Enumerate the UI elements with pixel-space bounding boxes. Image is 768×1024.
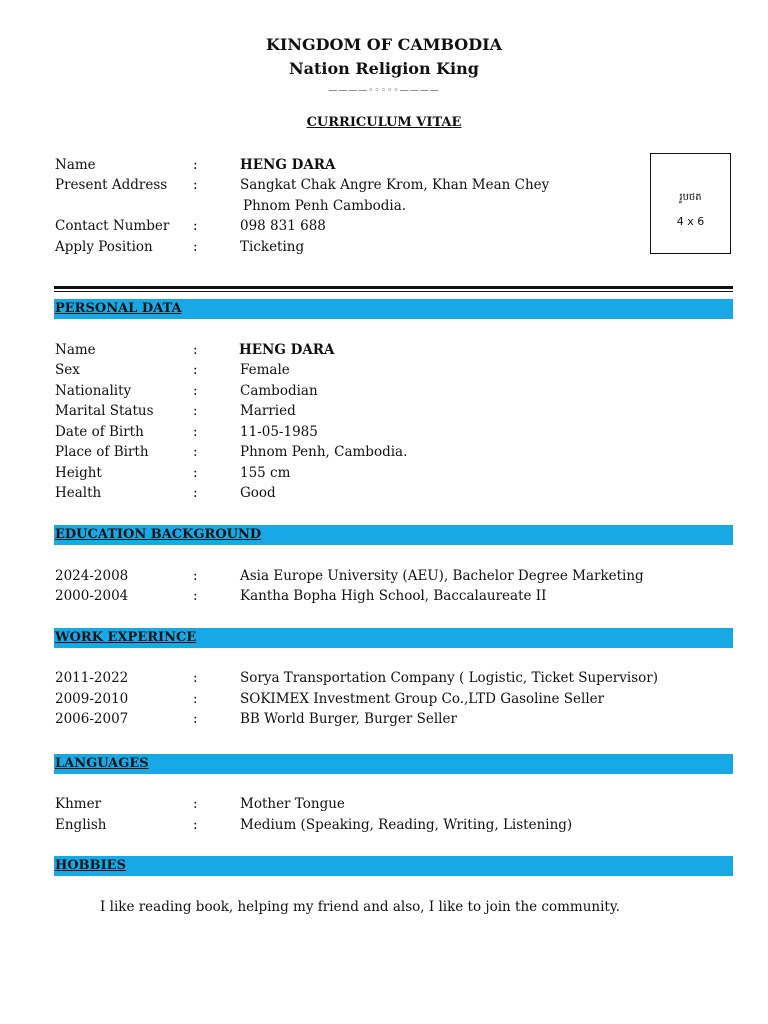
personal-value: Cambodian xyxy=(240,383,318,399)
personal-label: Place of Birth xyxy=(55,444,149,460)
photo-placeholder xyxy=(650,153,731,254)
colon: : xyxy=(193,239,198,255)
colon: : xyxy=(193,218,198,234)
colon: : xyxy=(193,465,198,481)
colon: : xyxy=(193,568,198,584)
language-level: Mother Tongue xyxy=(240,796,345,812)
work-years: 2009-2010 xyxy=(55,691,129,707)
section-personal-data: PERSONAL DATA xyxy=(54,299,733,319)
summary-address-line2: Phnom Penh Cambodia. xyxy=(243,198,407,214)
section-education: EDUCATION BACKGROUND xyxy=(54,525,733,545)
divider-thick xyxy=(54,286,733,289)
colon: : xyxy=(193,403,198,419)
ornament-divider: ————◦◦◦◦◦———— xyxy=(328,86,440,96)
personal-value: HENG DARA xyxy=(239,342,335,358)
work-years: 2006-2007 xyxy=(55,711,129,727)
motto: Nation Religion King xyxy=(289,59,479,78)
education-detail: Asia Europe University (AEU), Bachelor Degree Marketing xyxy=(240,568,644,584)
colon: : xyxy=(193,424,198,440)
colon: : xyxy=(193,177,198,193)
colon: : xyxy=(193,157,198,173)
work-years: 2011-2022 xyxy=(55,670,129,686)
colon: : xyxy=(193,711,198,727)
colon: : xyxy=(193,817,198,833)
work-detail: SOKIMEX Investment Group Co.,LTD Gasoline Seller xyxy=(240,691,605,707)
personal-value: Phnom Penh, Cambodia. xyxy=(240,444,408,460)
summary-address-line1: Sangkat Chak Angre Krom, Khan Mean Chey xyxy=(240,177,550,193)
divider-thin xyxy=(54,291,733,292)
section-work-experience: WORK EXPERINCE xyxy=(54,628,733,648)
colon: : xyxy=(193,796,198,812)
cv-title: CURRICULUM VITAE xyxy=(306,115,462,130)
work-detail: BB World Burger, Burger Seller xyxy=(240,711,457,727)
personal-label: Height xyxy=(55,465,102,481)
personal-value: 155 cm xyxy=(240,465,291,481)
section-languages: LANGUAGES xyxy=(54,754,733,774)
education-detail: Kantha Bopha High School, Baccalaureate II xyxy=(240,588,547,604)
summary-contact-label: Contact Number xyxy=(55,218,170,234)
colon: : xyxy=(193,485,198,501)
hobbies-text: I like reading book, helping my friend and also, I like to join the community. xyxy=(100,899,620,915)
photo-label: រូបថត xyxy=(679,192,702,203)
personal-label: Health xyxy=(55,485,102,501)
personal-label: Sex xyxy=(55,362,80,378)
language-name: Khmer xyxy=(55,796,102,812)
colon: : xyxy=(193,444,198,460)
colon: : xyxy=(193,588,198,604)
education-years: 2024-2008 xyxy=(55,568,129,584)
summary-name-label: Name xyxy=(55,157,96,173)
language-level: Medium (Speaking, Reading, Writing, Listening) xyxy=(240,817,573,833)
personal-value: 11-05-1985 xyxy=(240,424,318,440)
personal-label: Nationality xyxy=(55,383,132,399)
personal-value: Married xyxy=(240,403,296,419)
personal-value: Good xyxy=(240,485,276,501)
language-name: English xyxy=(55,817,107,833)
colon: : xyxy=(193,362,198,378)
personal-value: Female xyxy=(240,362,290,378)
colon: : xyxy=(193,670,198,686)
personal-label: Marital Status xyxy=(55,403,154,419)
summary-position-value: Ticketing xyxy=(240,239,305,255)
summary-address-label: Present Address xyxy=(55,177,168,193)
colon: : xyxy=(193,691,198,707)
education-years: 2000-2004 xyxy=(55,588,129,604)
colon: : xyxy=(193,383,198,399)
summary-position-label: Apply Position xyxy=(55,239,153,255)
country-title: KINGDOM OF CAMBODIA xyxy=(265,35,503,54)
summary-contact-value: 098 831 688 xyxy=(240,218,326,234)
summary-name-value: HENG DARA xyxy=(240,157,336,173)
personal-label: Date of Birth xyxy=(55,424,144,440)
photo-size: 4 x 6 xyxy=(676,215,705,228)
section-hobbies: HOBBIES xyxy=(54,856,733,876)
personal-label: Name xyxy=(55,342,96,358)
colon: : xyxy=(193,342,198,358)
work-detail: Sorya Transportation Company ( Logistic, Ticket Supervisor) xyxy=(240,670,658,686)
